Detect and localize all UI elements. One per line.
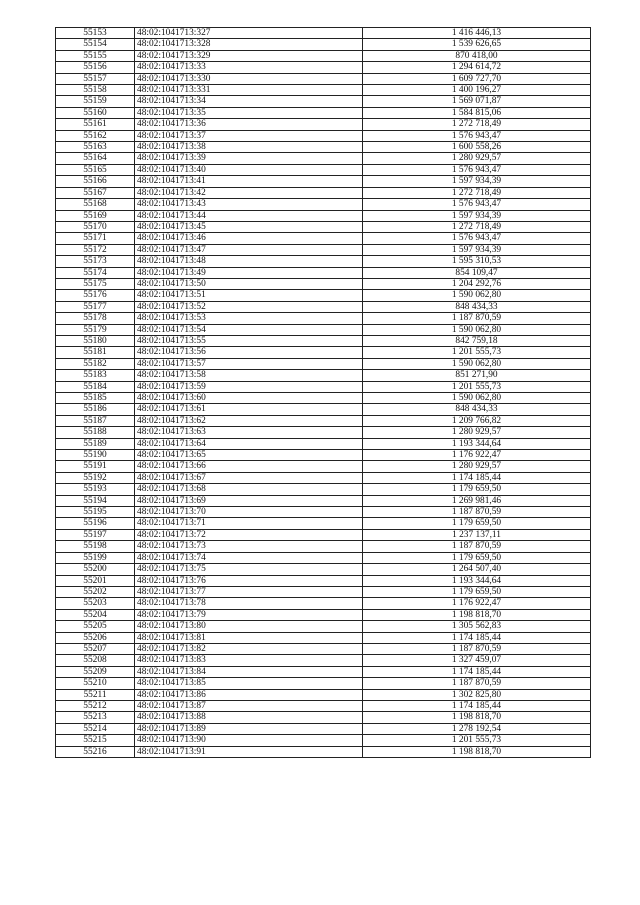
row-number-cell: 55176	[56, 290, 135, 301]
cadastral-number-cell: 48:02:1041713:328	[135, 39, 363, 50]
cadastral-number-cell: 48:02:1041713:65	[135, 450, 363, 461]
cadastral-number-cell: 48:02:1041713:36	[135, 119, 363, 130]
cadastral-number-cell: 48:02:1041713:49	[135, 267, 363, 278]
cadastral-number-cell: 48:02:1041713:74	[135, 552, 363, 563]
cadastral-value-cell: 1 597 934,39	[363, 244, 591, 255]
row-number-cell: 55198	[56, 541, 135, 552]
row-number-cell: 55201	[56, 575, 135, 586]
cadastral-value-cell: 1 305 562,83	[363, 621, 591, 632]
cadastral-number-cell: 48:02:1041713:68	[135, 484, 363, 495]
cadastral-value-cell: 1 187 870,59	[363, 541, 591, 552]
cadastral-number-cell: 48:02:1041713:81	[135, 632, 363, 643]
row-number-cell: 55156	[56, 62, 135, 73]
cadastral-value-cell: 870 418,00	[363, 50, 591, 61]
cadastral-number-cell: 48:02:1041713:58	[135, 370, 363, 381]
row-number-cell: 55159	[56, 96, 135, 107]
cadastral-value-cell: 1 272 718,49	[363, 187, 591, 198]
cadastral-value-cell: 1 198 818,70	[363, 712, 591, 723]
table-row	[56, 746, 591, 757]
cadastral-number-cell: 48:02:1041713:70	[135, 507, 363, 518]
row-number-cell: 55194	[56, 495, 135, 506]
cadastral-value-cell: 1 272 718,49	[363, 221, 591, 232]
cadastral-value-cell: 1 609 727,70	[363, 73, 591, 84]
cadastral-number-cell: 48:02:1041713:59	[135, 381, 363, 392]
cadastral-value-cell: 1 174 185,44	[363, 632, 591, 643]
cadastral-value-cell: 1 187 870,59	[363, 643, 591, 654]
table-row	[56, 689, 591, 700]
row-number-cell: 55164	[56, 153, 135, 164]
cadastral-number-cell: 48:02:1041713:84	[135, 666, 363, 677]
table-row	[56, 461, 591, 472]
table-row	[56, 518, 591, 529]
cadastral-value-cell: 1 179 659,50	[363, 586, 591, 597]
row-number-cell: 55171	[56, 233, 135, 244]
cadastral-number-cell: 48:02:1041713:35	[135, 107, 363, 118]
cadastral-number-cell: 48:02:1041713:38	[135, 142, 363, 153]
table-row	[56, 233, 591, 244]
row-number-cell: 55191	[56, 461, 135, 472]
table-row	[56, 678, 591, 689]
cadastral-number-cell: 48:02:1041713:89	[135, 723, 363, 734]
cadastral-value-cell: 1 264 507,40	[363, 564, 591, 575]
table-row	[56, 301, 591, 312]
cadastral-number-cell: 48:02:1041713:42	[135, 187, 363, 198]
table-row	[56, 643, 591, 654]
cadastral-number-cell: 48:02:1041713:48	[135, 256, 363, 267]
row-number-cell: 55181	[56, 347, 135, 358]
cadastral-number-cell: 48:02:1041713:39	[135, 153, 363, 164]
row-number-cell: 55173	[56, 256, 135, 267]
cadastral-value-cell: 1 176 922,47	[363, 450, 591, 461]
cadastral-number-cell: 48:02:1041713:87	[135, 700, 363, 711]
cadastral-number-cell: 48:02:1041713:69	[135, 495, 363, 506]
cadastral-value-cell: 1 269 981,46	[363, 495, 591, 506]
table-row	[56, 85, 591, 96]
cadastral-number-cell: 48:02:1041713:66	[135, 461, 363, 472]
cadastral-value-cell: 1 280 929,57	[363, 427, 591, 438]
table-row	[56, 712, 591, 723]
cadastral-number-cell: 48:02:1041713:47	[135, 244, 363, 255]
row-number-cell: 55174	[56, 267, 135, 278]
cadastral-value-cell: 1 204 292,76	[363, 278, 591, 289]
row-number-cell: 55188	[56, 427, 135, 438]
cadastral-number-cell: 48:02:1041713:78	[135, 598, 363, 609]
row-number-cell: 55210	[56, 678, 135, 689]
table-row	[56, 39, 591, 50]
cadastral-number-cell: 48:02:1041713:77	[135, 586, 363, 597]
row-number-cell: 55202	[56, 586, 135, 597]
cadastral-number-cell: 48:02:1041713:61	[135, 404, 363, 415]
table-row	[56, 153, 591, 164]
cadastral-value-cell: 1 174 185,44	[363, 666, 591, 677]
cadastral-value-cell: 1 201 555,73	[363, 735, 591, 746]
table-row	[56, 130, 591, 141]
cadastral-value-cell: 1 416 446,13	[363, 28, 591, 39]
table-row	[56, 586, 591, 597]
table-row	[56, 598, 591, 609]
table-row	[56, 700, 591, 711]
cadastral-number-cell: 48:02:1041713:330	[135, 73, 363, 84]
table-row	[56, 210, 591, 221]
table-row	[56, 415, 591, 426]
table-row	[56, 404, 591, 415]
table-row	[56, 187, 591, 198]
cadastral-value-cell: 1 174 185,44	[363, 700, 591, 711]
table-row	[56, 621, 591, 632]
row-number-cell: 55199	[56, 552, 135, 563]
cadastral-value-cell: 1 569 071,87	[363, 96, 591, 107]
cadastral-value-cell: 1 174 185,44	[363, 472, 591, 483]
cadastral-number-cell: 48:02:1041713:329	[135, 50, 363, 61]
cadastral-value-cell: 1 590 062,80	[363, 290, 591, 301]
table-row	[56, 666, 591, 677]
cadastral-number-cell: 48:02:1041713:33	[135, 62, 363, 73]
cadastral-value-cell: 1 179 659,50	[363, 484, 591, 495]
table-row	[56, 28, 591, 39]
row-number-cell: 55208	[56, 655, 135, 666]
cadastral-number-cell: 48:02:1041713:52	[135, 301, 363, 312]
table-row	[56, 199, 591, 210]
table-row	[56, 393, 591, 404]
table-row	[56, 324, 591, 335]
cadastral-value-cell: 1 280 929,57	[363, 461, 591, 472]
row-number-cell: 55212	[56, 700, 135, 711]
row-number-cell: 55200	[56, 564, 135, 575]
cadastral-number-cell: 48:02:1041713:75	[135, 564, 363, 575]
row-number-cell: 55175	[56, 278, 135, 289]
cadastral-number-cell: 48:02:1041713:53	[135, 313, 363, 324]
table-row	[56, 472, 591, 483]
cadastral-number-cell: 48:02:1041713:54	[135, 324, 363, 335]
cadastral-number-cell: 48:02:1041713:73	[135, 541, 363, 552]
row-number-cell: 55195	[56, 507, 135, 518]
cadastral-value-cell: 1 198 818,70	[363, 746, 591, 757]
row-number-cell: 55213	[56, 712, 135, 723]
row-number-cell: 55189	[56, 438, 135, 449]
cadastral-value-cell: 1 201 555,73	[363, 381, 591, 392]
cadastral-value-cell: 1 597 934,39	[363, 176, 591, 187]
cadastral-value-cell: 1 193 344,64	[363, 438, 591, 449]
cadastral-value-cell: 1 209 766,82	[363, 415, 591, 426]
cadastral-value-cell: 1 597 934,39	[363, 210, 591, 221]
row-number-cell: 55216	[56, 746, 135, 757]
cadastral-value-cell: 1 193 344,64	[363, 575, 591, 586]
table-row	[56, 50, 591, 61]
row-number-cell: 55193	[56, 484, 135, 495]
row-number-cell: 55162	[56, 130, 135, 141]
cadastral-value-cell: 1 176 922,47	[363, 598, 591, 609]
cadastral-number-cell: 48:02:1041713:60	[135, 393, 363, 404]
row-number-cell: 55204	[56, 609, 135, 620]
row-number-cell: 55155	[56, 50, 135, 61]
cadastral-value-cell: 1 576 943,47	[363, 130, 591, 141]
table-row	[56, 267, 591, 278]
row-number-cell: 55170	[56, 221, 135, 232]
cadastral-value-cell: 1 201 555,73	[363, 347, 591, 358]
cadastral-number-cell: 48:02:1041713:327	[135, 28, 363, 39]
cadastral-value-cell: 1 590 062,80	[363, 393, 591, 404]
row-number-cell: 55169	[56, 210, 135, 221]
cadastral-value-cell: 1 187 870,59	[363, 678, 591, 689]
cadastral-number-cell: 48:02:1041713:34	[135, 96, 363, 107]
row-number-cell: 55187	[56, 415, 135, 426]
table-row	[56, 278, 591, 289]
row-number-cell: 55182	[56, 358, 135, 369]
cadastral-number-cell: 48:02:1041713:55	[135, 335, 363, 346]
cadastral-number-cell: 48:02:1041713:51	[135, 290, 363, 301]
cadastral-number-cell: 48:02:1041713:83	[135, 655, 363, 666]
row-number-cell: 55178	[56, 313, 135, 324]
table-row	[56, 655, 591, 666]
cadastral-value-cell: 1 539 626,65	[363, 39, 591, 50]
cadastral-number-cell: 48:02:1041713:82	[135, 643, 363, 654]
table-row	[56, 427, 591, 438]
table-row	[56, 119, 591, 130]
table-row	[56, 564, 591, 575]
table-row	[56, 450, 591, 461]
cadastral-number-cell: 48:02:1041713:40	[135, 164, 363, 175]
cadastral-number-cell: 48:02:1041713:85	[135, 678, 363, 689]
row-number-cell: 55165	[56, 164, 135, 175]
row-number-cell: 55205	[56, 621, 135, 632]
table-row	[56, 96, 591, 107]
table-row	[56, 552, 591, 563]
cadastral-number-cell: 48:02:1041713:46	[135, 233, 363, 244]
row-number-cell: 55214	[56, 723, 135, 734]
row-number-cell: 55168	[56, 199, 135, 210]
cadastral-number-cell: 48:02:1041713:331	[135, 85, 363, 96]
table-row	[56, 609, 591, 620]
table-row	[56, 335, 591, 346]
cadastral-number-cell: 48:02:1041713:91	[135, 746, 363, 757]
table-row	[56, 62, 591, 73]
table-row	[56, 256, 591, 267]
table-row	[56, 735, 591, 746]
cadastral-number-cell: 48:02:1041713:45	[135, 221, 363, 232]
row-number-cell: 55179	[56, 324, 135, 335]
row-number-cell: 55184	[56, 381, 135, 392]
table-row	[56, 107, 591, 118]
table-row	[56, 244, 591, 255]
table-row	[56, 221, 591, 232]
table-row	[56, 347, 591, 358]
cadastral-value-cell: 1 576 943,47	[363, 233, 591, 244]
cadastral-number-cell: 48:02:1041713:57	[135, 358, 363, 369]
cadastral-value-cell: 1 187 870,59	[363, 313, 591, 324]
cadastral-number-cell: 48:02:1041713:71	[135, 518, 363, 529]
cadastral-value-cell: 1 272 718,49	[363, 119, 591, 130]
row-number-cell: 55172	[56, 244, 135, 255]
cadastral-number-cell: 48:02:1041713:64	[135, 438, 363, 449]
cadastral-value-cell: 1 187 870,59	[363, 507, 591, 518]
cadastral-value-cell: 1 280 929,57	[363, 153, 591, 164]
cadastral-value-cell: 851 271,90	[363, 370, 591, 381]
cadastral-value-cell: 1 294 614,72	[363, 62, 591, 73]
table-row	[56, 381, 591, 392]
table-row	[56, 73, 591, 84]
row-number-cell: 55186	[56, 404, 135, 415]
row-number-cell: 55177	[56, 301, 135, 312]
row-number-cell: 55207	[56, 643, 135, 654]
row-number-cell: 55154	[56, 39, 135, 50]
cadastral-value-cell: 1 576 943,47	[363, 199, 591, 210]
table-row	[56, 290, 591, 301]
cadastral-value-cell: 1 237 137,11	[363, 529, 591, 540]
cadastral-value-cell: 1 327 459,07	[363, 655, 591, 666]
cadastral-number-cell: 48:02:1041713:86	[135, 689, 363, 700]
table-row	[56, 507, 591, 518]
row-number-cell: 55206	[56, 632, 135, 643]
table-row	[56, 529, 591, 540]
cadastral-number-cell: 48:02:1041713:80	[135, 621, 363, 632]
cadastral-number-cell: 48:02:1041713:37	[135, 130, 363, 141]
row-number-cell: 55153	[56, 28, 135, 39]
row-number-cell: 55197	[56, 529, 135, 540]
cadastral-number-cell: 48:02:1041713:50	[135, 278, 363, 289]
row-number-cell: 55196	[56, 518, 135, 529]
row-number-cell: 55190	[56, 450, 135, 461]
table-row	[56, 723, 591, 734]
cadastral-number-cell: 48:02:1041713:56	[135, 347, 363, 358]
table-row	[56, 164, 591, 175]
table-row	[56, 484, 591, 495]
row-number-cell: 55192	[56, 472, 135, 483]
table-body	[56, 28, 591, 758]
cadastral-number-cell: 48:02:1041713:63	[135, 427, 363, 438]
table-row	[56, 142, 591, 153]
table-row	[56, 176, 591, 187]
cadastral-value-cell: 854 109,47	[363, 267, 591, 278]
row-number-cell: 55158	[56, 85, 135, 96]
cadastral-value-cell: 1 198 818,70	[363, 609, 591, 620]
cadastral-value-cell: 1 302 825,80	[363, 689, 591, 700]
table-row	[56, 438, 591, 449]
cadastral-value-cell: 1 584 815,06	[363, 107, 591, 118]
cadastral-value-cell: 842 759,18	[363, 335, 591, 346]
cadastral-value-table	[55, 27, 591, 758]
cadastral-number-cell: 48:02:1041713:88	[135, 712, 363, 723]
row-number-cell: 55209	[56, 666, 135, 677]
table-row	[56, 313, 591, 324]
cadastral-number-cell: 48:02:1041713:79	[135, 609, 363, 620]
row-number-cell: 55203	[56, 598, 135, 609]
cadastral-value-cell: 1 179 659,50	[363, 518, 591, 529]
cadastral-value-cell: 1 590 062,80	[363, 358, 591, 369]
row-number-cell: 55211	[56, 689, 135, 700]
row-number-cell: 55183	[56, 370, 135, 381]
row-number-cell: 55161	[56, 119, 135, 130]
cadastral-value-cell: 1 595 310,53	[363, 256, 591, 267]
cadastral-number-cell: 48:02:1041713:43	[135, 199, 363, 210]
cadastral-number-cell: 48:02:1041713:62	[135, 415, 363, 426]
row-number-cell: 55180	[56, 335, 135, 346]
row-number-cell: 55166	[56, 176, 135, 187]
row-number-cell: 55157	[56, 73, 135, 84]
cadastral-number-cell: 48:02:1041713:72	[135, 529, 363, 540]
table-row	[56, 632, 591, 643]
row-number-cell: 55185	[56, 393, 135, 404]
cadastral-value-cell: 1 590 062,80	[363, 324, 591, 335]
table-row	[56, 358, 591, 369]
cadastral-number-cell: 48:02:1041713:90	[135, 735, 363, 746]
cadastral-number-cell: 48:02:1041713:44	[135, 210, 363, 221]
cadastral-number-cell: 48:02:1041713:67	[135, 472, 363, 483]
cadastral-number-cell: 48:02:1041713:76	[135, 575, 363, 586]
row-number-cell: 55160	[56, 107, 135, 118]
cadastral-value-cell: 1 400 196,27	[363, 85, 591, 96]
cadastral-value-cell: 848 434,33	[363, 404, 591, 415]
cadastral-value-cell: 1 278 192,54	[363, 723, 591, 734]
cadastral-value-cell: 848 434,33	[363, 301, 591, 312]
row-number-cell: 55163	[56, 142, 135, 153]
table-row	[56, 541, 591, 552]
table-row	[56, 495, 591, 506]
table-row	[56, 370, 591, 381]
row-number-cell: 55167	[56, 187, 135, 198]
cadastral-value-cell: 1 179 659,50	[363, 552, 591, 563]
row-number-cell: 55215	[56, 735, 135, 746]
cadastral-number-cell: 48:02:1041713:41	[135, 176, 363, 187]
table-row	[56, 575, 591, 586]
cadastral-value-cell: 1 576 943,47	[363, 164, 591, 175]
cadastral-value-cell: 1 600 558,26	[363, 142, 591, 153]
